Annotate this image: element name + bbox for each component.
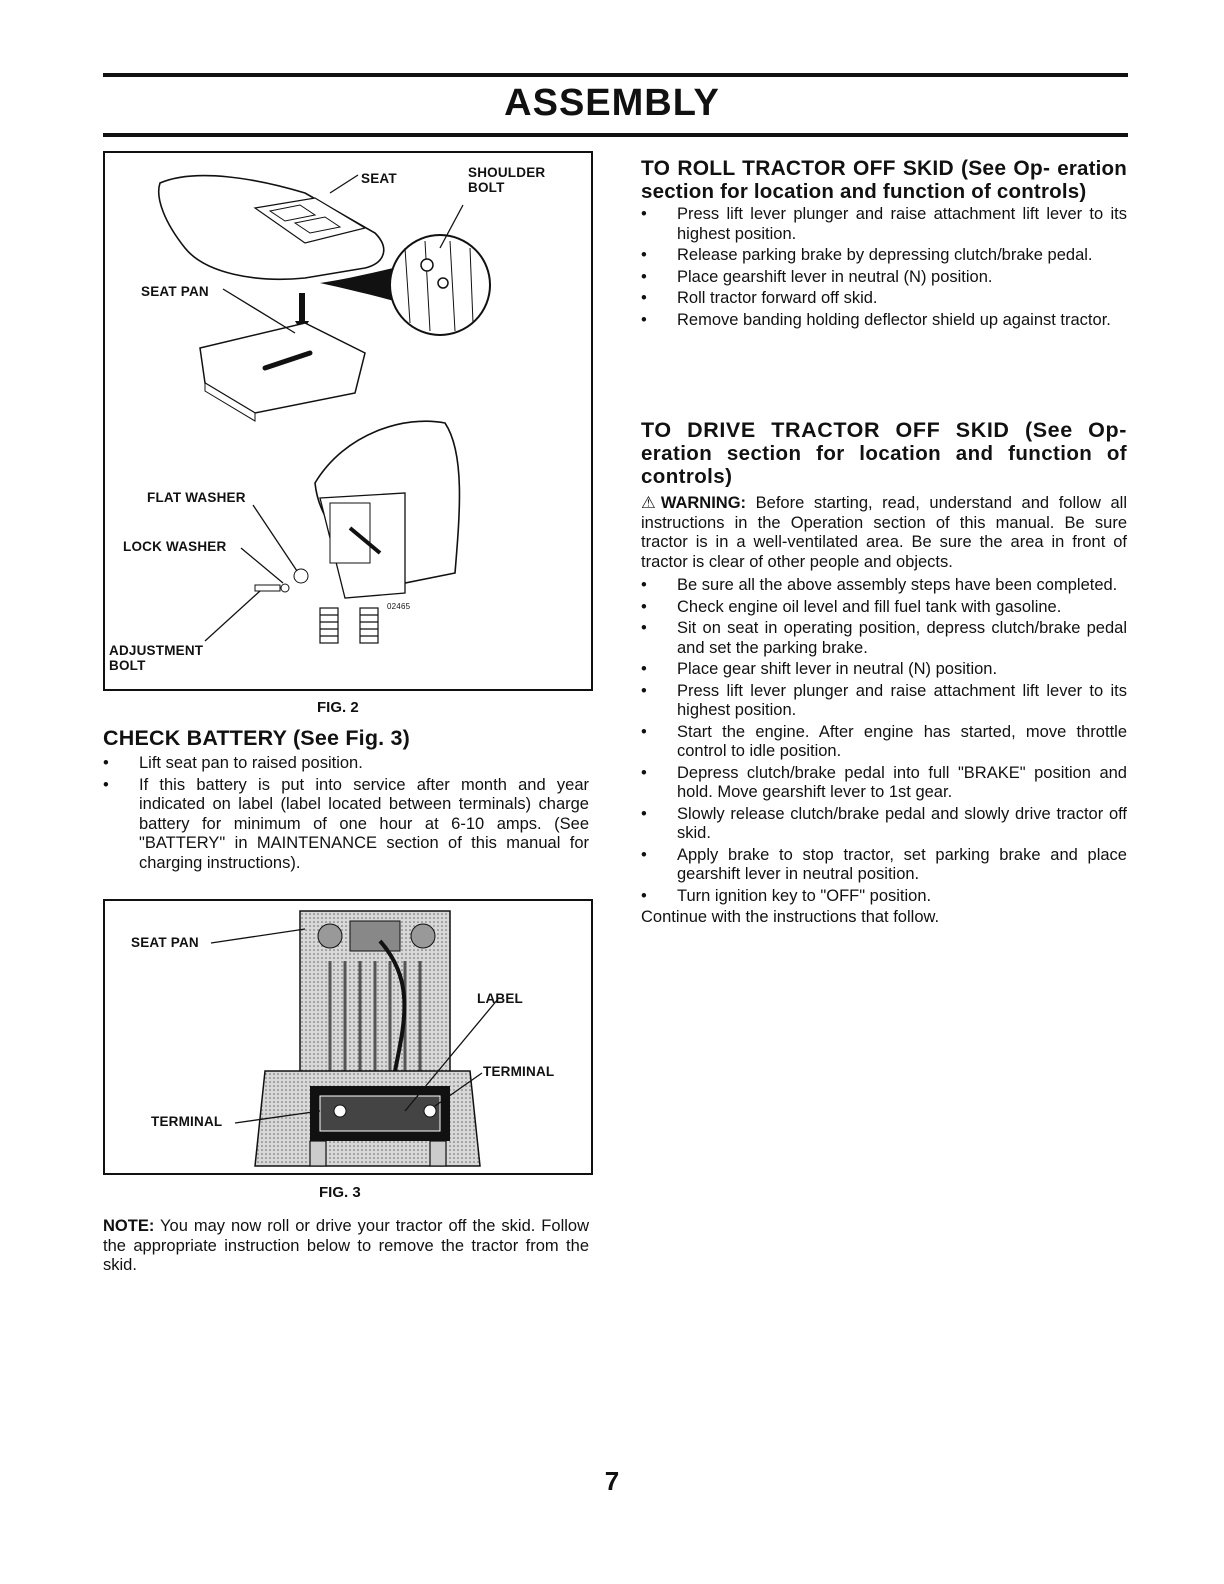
list-item: • Release parking brake by depressing clutch/brake pedal. <box>641 246 1127 266</box>
fig2-label-seat: SEAT <box>361 171 397 186</box>
drive-steps-list <box>641 576 1127 906</box>
list-item: • Be sure all the above assembly steps have been completed. <box>641 576 1127 596</box>
list-item: • Depress clutch/brake pedal into full "BRAKE" position and hold. Move gearshift lever to 1st gear. <box>641 764 1127 803</box>
fig2-label-adjustment-bolt: ADJUSTMENT BOLT <box>109 643 204 673</box>
seat-assembly-illustration <box>105 153 591 689</box>
top-rule <box>103 73 1128 77</box>
drive-heading <box>641 419 1127 488</box>
roll-heading-rest: eration section for location and function of controls) <box>641 157 1127 203</box>
warning-paragraph <box>641 494 1127 572</box>
list-item: • Start the engine. After engine has started, move throttle control to idle position. <box>641 723 1127 762</box>
note-text: You may now roll or drive your tractor off the skid. Follow the appropriate instruction below to remove the tractor from the skid. <box>103 1217 589 1274</box>
fig3-label-terminal-right: TERMINAL <box>483 1064 555 1079</box>
list-item: • Place gear shift lever in neutral (N) position. <box>641 660 1127 680</box>
list-item: • Check engine oil level and fill fuel tank with gasoline. <box>641 598 1127 618</box>
note-label: NOTE: <box>103 1217 155 1235</box>
fig3-label-seat-pan: SEAT PAN <box>131 935 199 950</box>
fig2-label-flat-washer: FLAT WASHER <box>147 490 246 505</box>
fig2-part-code: 02465 <box>387 602 411 611</box>
list-item: • Slowly release clutch/brake pedal and slowly drive tractor off skid. <box>641 805 1127 844</box>
page-title: ASSEMBLY <box>504 82 720 124</box>
fig2-label-shoulder-bolt: SHOULDER BOLT <box>468 165 546 195</box>
closing-text: Continue with the instructions that follow. <box>641 908 940 926</box>
list-item: • Roll tractor forward off skid. <box>641 289 1127 309</box>
list-item: • Sit on seat in operating position, depress clutch/brake pedal and set the parking brake. <box>641 619 1127 658</box>
drive-heading-rest: eration section for location and function of controls) <box>641 442 1127 488</box>
fig3-label-label: LABEL <box>477 991 523 1006</box>
list-item: • Place gearshift lever in neutral (N) position. <box>641 268 1127 288</box>
fig2-caption: FIG. 2 <box>317 699 359 716</box>
check-battery-list <box>103 754 589 875</box>
figure-2-box <box>103 151 593 691</box>
fig2-label-lock-washer: LOCK WASHER <box>123 539 227 554</box>
check-battery-heading: CHECK BATTERY (See Fig. 3) <box>103 726 411 750</box>
list-item: • Lift seat pan to raised position. <box>103 754 589 774</box>
fig3-label-terminal-left: TERMINAL <box>151 1114 223 1129</box>
note-paragraph <box>103 1217 589 1276</box>
list-item: • Apply brake to stop tractor, set parking brake and place gearshift lever in neutral position. <box>641 846 1127 885</box>
roll-heading-main: TO ROLL TRACTOR OFF SKID (See Op- <box>641 157 1051 180</box>
warning-label: WARNING: <box>660 494 747 512</box>
warning-text: Before starting, read, understand and follow all instructions in the Operation section of this manual. Be sure tractor is in a well-ventilated area. Be sure the area in front of tractor is clear of other people and objects. <box>641 494 1127 571</box>
warning-icon: ⚠ <box>641 494 661 512</box>
drive-section <box>641 419 1127 928</box>
fig2-label-seat-pan: SEAT PAN <box>141 284 209 299</box>
list-item: • Turn ignition key to "OFF" position. <box>641 887 1127 907</box>
figure-3-box <box>103 899 593 1175</box>
list-item: • If this battery is put into service after month and year indicated on label (label located between terminals) charge battery for minimum of one hour at 6-10 amps. (See "BATTERY" in MAINTENANCE section of this manual for charging instructions). <box>103 776 589 874</box>
title-underline <box>103 133 1128 137</box>
fig3-caption: FIG. 3 <box>319 1184 361 1201</box>
drive-heading-main: TO DRIVE TRACTOR OFF SKID (See Op- <box>641 418 1127 442</box>
roll-steps-list <box>641 205 1127 330</box>
list-item: • Press lift lever plunger and raise attachment lift lever to its highest position. <box>641 205 1127 244</box>
roll-heading <box>641 157 1127 203</box>
list-item: • Remove banding holding deflector shield up against tractor. <box>641 311 1127 331</box>
roll-section <box>641 157 1127 332</box>
list-item: • Press lift lever plunger and raise attachment lift lever to its highest position. <box>641 682 1127 721</box>
page-number: 7 <box>604 1466 620 1496</box>
